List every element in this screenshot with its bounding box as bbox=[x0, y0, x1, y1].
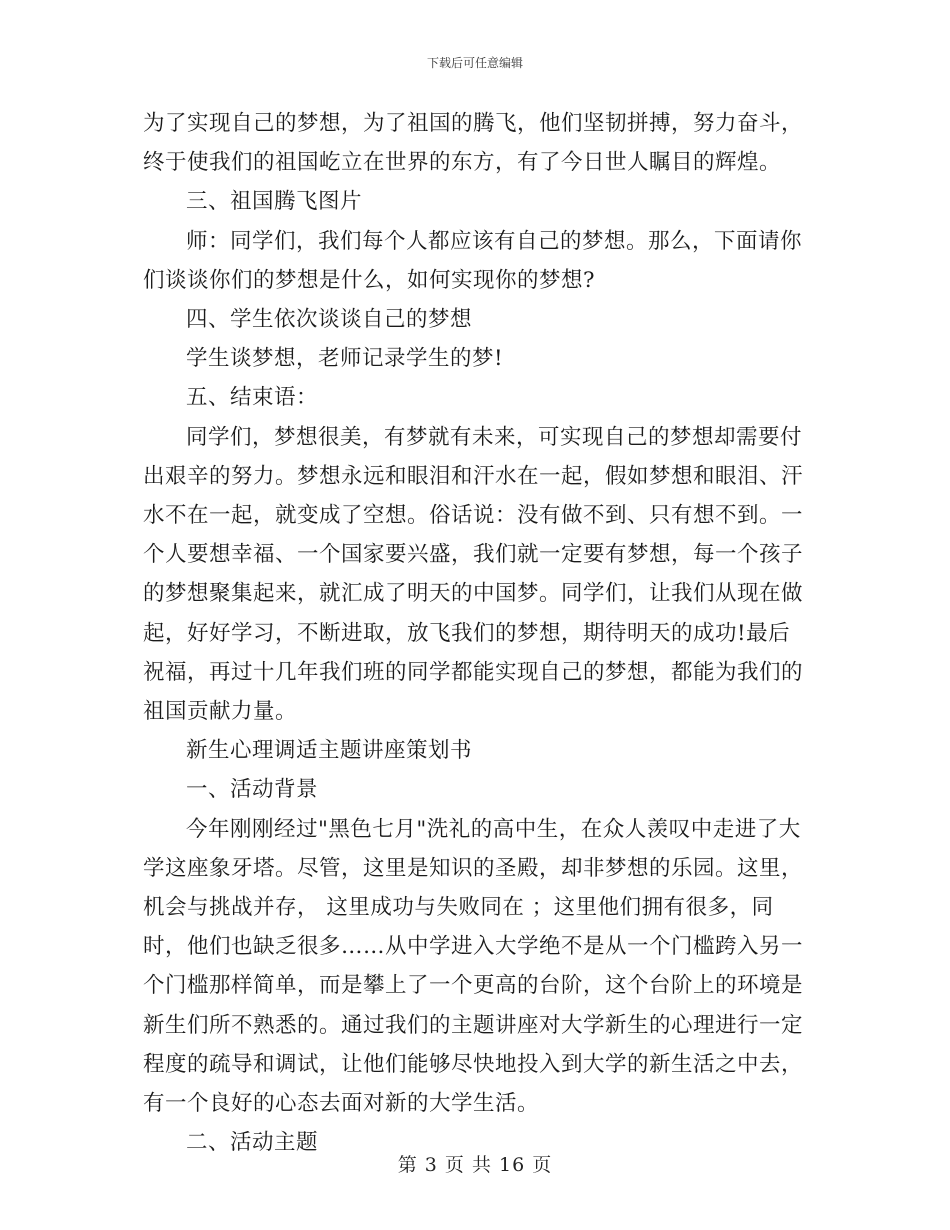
current-page: 3 bbox=[424, 1154, 438, 1176]
section-heading: 四、学生依次谈谈自己的梦想 bbox=[186, 307, 473, 333]
paragraph: 为了实现自己的梦想，为了祖国的腾飞，他们坚韧拼搏，努力奋斗，终于使我们的祖国屹立在世界的东方，有了今日世人瞩目的辉煌。 bbox=[143, 111, 804, 176]
document-body bbox=[143, 104, 811, 1162]
paragraph: 今年刚刚经过"黑色七月"洗礼的高中生，在众人羡叹中走进了大学这座象牙塔。尽管，这里是知识的圣殿，却非梦想的乐园。这里，机会与挑战并存， 这里成功与失败同在 ；这里他们拥有很多，同时，他们也缺乏很多……从中学进入大学绝不是从一个门槛跨入另一个门槛那样简单，而是攀上了一个更高的台阶，这个台阶上的环境是新生们所不熟悉的。通过我们的主题讲座对大学新生的心理进行一定程度的疏导和调试，让他们能够尽快地投入到大学的新生活之中去，有一个良好的心态去面对新的大学生活。 bbox=[143, 816, 804, 1117]
paragraph: 师：同学们，我们每个人都应该有自己的梦想。那么，下面请你们谈谈你们的梦想是什么，如何实现你的梦想? bbox=[143, 228, 803, 293]
header-note: 下载后可任意编辑 bbox=[426, 56, 523, 70]
paragraph: 学生谈梦想，老师记录学生的梦! bbox=[186, 346, 504, 372]
total-pages: 16 bbox=[499, 1154, 526, 1176]
page-number bbox=[0, 1150, 950, 1177]
paragraph: 同学们，梦想很美，有梦就有未来，可实现自己的梦想却需要付出艰辛的努力。梦想永远和眼泪和汗水在一起，假如梦想和眼泪、汗水不在一起，就变成了空想。俗话说：没有做不到、只有想不到。一个人要想幸福、一个国家要兴盛，我们就一定要有梦想，每一个孩子的梦想聚集起来，就汇成了明天的中国梦。同学们，让我们从现在做起，好好学习，不断进取，放飞我们的梦想，期待明天的成功!最后祝福，再过十几年我们班的同学都能实现自己的梦想，都能为我们的祖国贡献力量。 bbox=[143, 424, 804, 725]
section-heading: 三、祖国腾飞图片 bbox=[186, 189, 363, 215]
page-middle: 页 共 bbox=[444, 1154, 492, 1176]
page-prefix: 第 bbox=[397, 1154, 418, 1176]
document-title: 新生心理调适主题讲座策划书 bbox=[186, 738, 473, 764]
page-suffix: 页 bbox=[532, 1154, 553, 1176]
section-heading: 二、活动主题 bbox=[186, 1130, 319, 1156]
section-heading: 五、结束语： bbox=[186, 385, 319, 411]
section-heading: 一、活动背景 bbox=[186, 777, 319, 803]
